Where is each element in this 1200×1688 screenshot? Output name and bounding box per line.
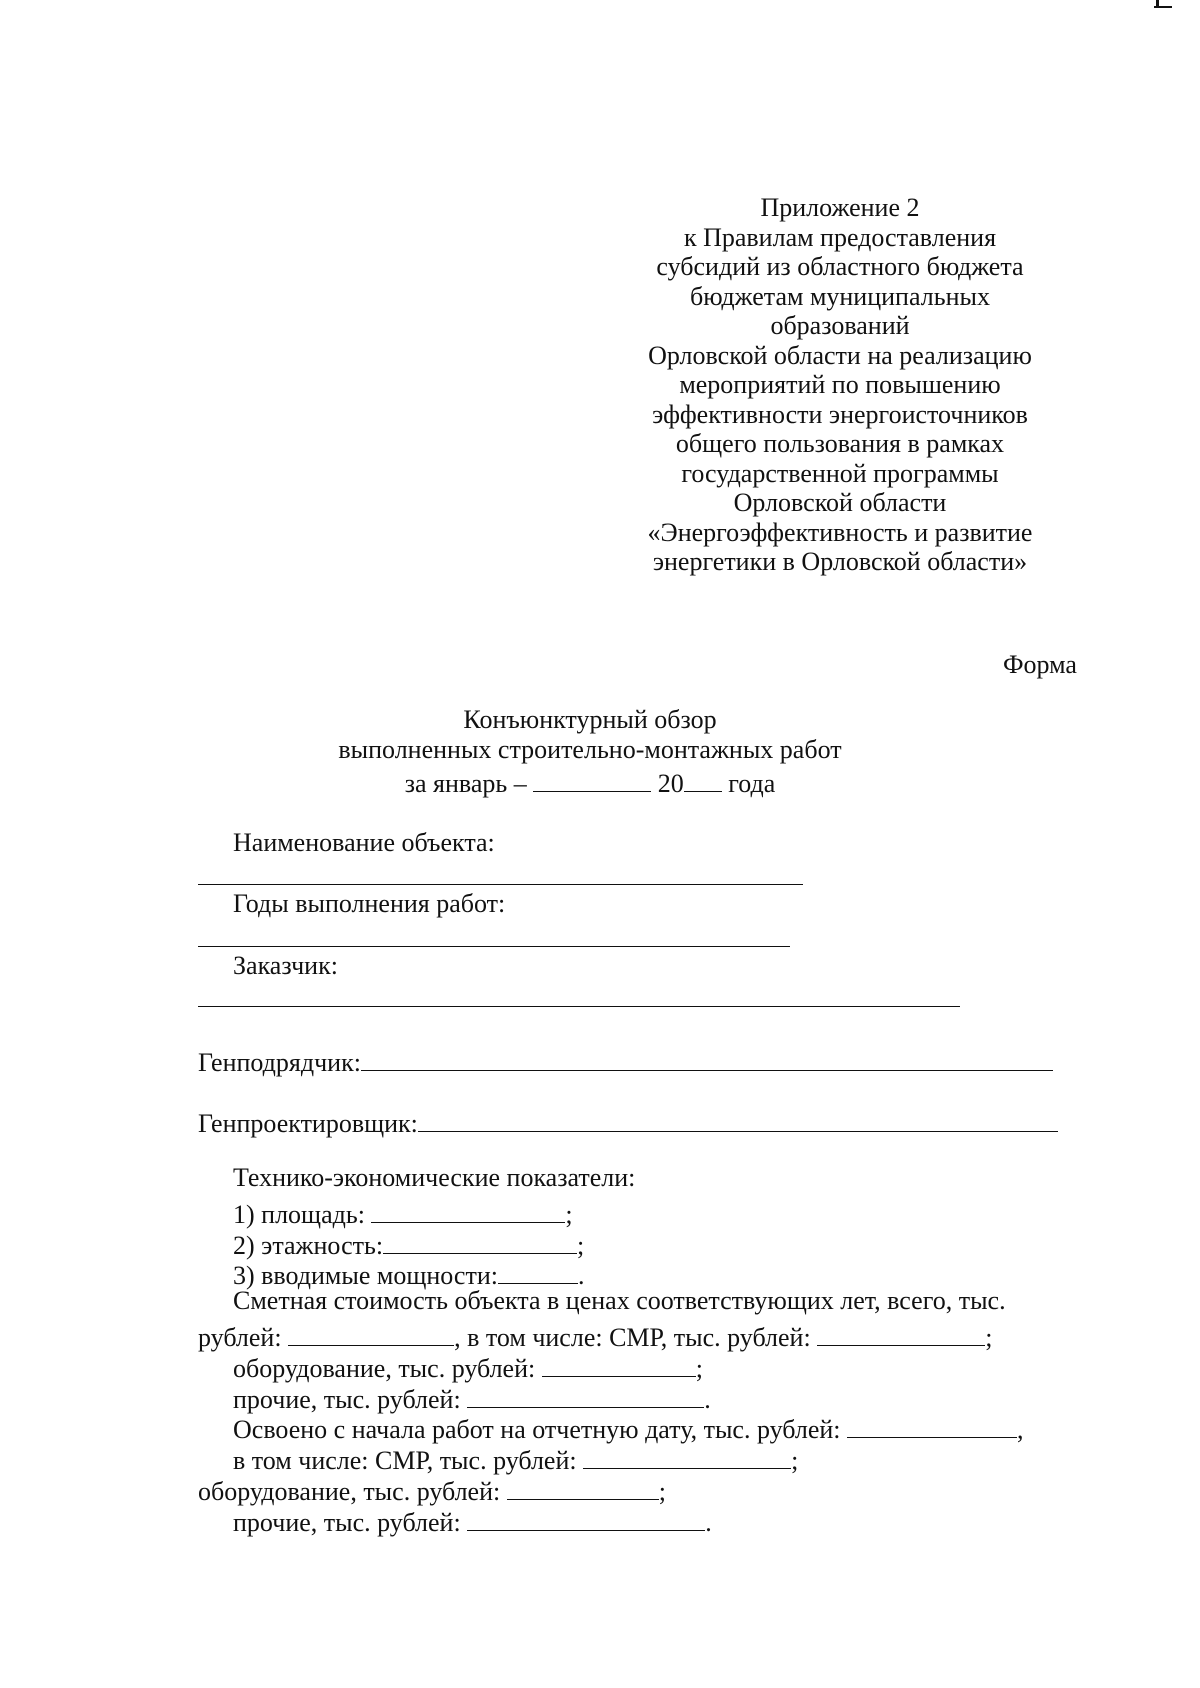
mastered-other-row: [233, 1504, 712, 1536]
mastered-line-1: [233, 1411, 1024, 1443]
floors-label: 2) этажность:: [233, 1231, 384, 1260]
years-label: Годы выполнения работ:: [233, 889, 506, 918]
form-label: Форма: [1003, 650, 1077, 679]
header-line: Орловской области: [733, 488, 947, 517]
estimate-total-label: рублей:: [198, 1323, 282, 1352]
mastered-smr-label: в том числе: СМР, тыс. рублей:: [233, 1446, 577, 1475]
object-name-label: Наименование объекта:: [233, 828, 495, 857]
header-line: «Энергоэффективность и развитие: [647, 517, 1033, 547]
general-contractor-blank[interactable]: [361, 1044, 1053, 1071]
mastered-other-blank[interactable]: [467, 1504, 705, 1531]
general-designer-row: [198, 1105, 1058, 1137]
customer-blank[interactable]: [198, 1006, 960, 1007]
punctuation: ;: [577, 1231, 585, 1260]
title-line-2: выполненных строительно-монтажных работ: [338, 735, 842, 764]
header-line: субсидий из областного бюджета: [656, 252, 1024, 281]
punctuation: ;: [565, 1200, 573, 1229]
title-year-prefix: 20: [657, 769, 684, 798]
estimate-line-2: [198, 1319, 992, 1351]
title-year-suffix: года: [728, 769, 776, 798]
punctuation: ,: [1017, 1415, 1024, 1444]
header-line: к Правилам предоставления: [683, 222, 997, 252]
punctuation: ;: [791, 1446, 799, 1475]
mastered-smr-row: [233, 1442, 798, 1474]
object-name-blank[interactable]: [198, 884, 803, 885]
customer-label: Заказчик:: [233, 951, 338, 980]
floors-blank[interactable]: [383, 1227, 577, 1254]
title-line-3: [300, 765, 880, 799]
mastered-other-label: прочие, тыс. рублей:: [233, 1508, 461, 1537]
mastered-total-blank[interactable]: [847, 1411, 1017, 1438]
header-line: Приложение 2: [760, 193, 920, 222]
estimate-total-blank[interactable]: [288, 1319, 454, 1346]
capacity-label: 3) вводимые мощности:: [233, 1261, 498, 1290]
corner-mark: [1154, 0, 1172, 8]
year-blank[interactable]: [684, 765, 722, 792]
years-blank[interactable]: [198, 946, 790, 947]
header-line: государственной программы: [681, 458, 999, 488]
estimate-smr-blank[interactable]: [817, 1319, 985, 1346]
mastered-equipment-label: оборудование, тыс. рублей:: [198, 1477, 501, 1506]
estimate-line-1: Сметная стоимость объекта в ценах соответствующих лет, всего, тыс.: [233, 1286, 1006, 1315]
capacity-blank[interactable]: [498, 1257, 578, 1284]
punctuation: ;: [658, 1477, 666, 1506]
general-designer-blank[interactable]: [418, 1105, 1058, 1132]
general-designer-label: Генпроектировщик:: [198, 1109, 418, 1138]
mastered-smr-blank[interactable]: [583, 1442, 791, 1469]
document-title: [300, 705, 880, 799]
mastered-equipment-row: [198, 1473, 666, 1505]
estimate-other-label: прочие, тыс. рублей:: [233, 1385, 461, 1414]
appendix-header: [600, 193, 1080, 577]
general-contractor-row: [198, 1044, 1053, 1076]
title-period-prefix: за январь –: [404, 769, 527, 798]
general-contractor-label: Генподрядчик:: [198, 1048, 361, 1077]
punctuation: .: [577, 1261, 585, 1290]
mastered-equipment-blank[interactable]: [507, 1473, 659, 1500]
estimate-equipment-row: [233, 1350, 703, 1382]
estimate-other-row: [233, 1381, 711, 1413]
header-line: Орловской области на реализацию: [648, 340, 1032, 370]
mastered-total-label: Освоено с начала работ на отчетную дату, тыс. рублей:: [233, 1415, 841, 1444]
header-line: бюджетам муниципальных: [690, 281, 990, 311]
indicators-heading: Технико-экономические показатели:: [233, 1163, 636, 1192]
header-line: энергетики в Орловской области»: [652, 547, 1028, 576]
punctuation: ;: [695, 1354, 703, 1383]
punctuation: .: [705, 1508, 712, 1537]
punctuation: ;: [985, 1323, 993, 1352]
capacity-row: [233, 1257, 584, 1289]
floors-row: [233, 1227, 584, 1259]
estimate-equipment-label: оборудование, тыс. рублей:: [233, 1354, 536, 1383]
header-line: эффективности энергоисточников: [652, 399, 1028, 429]
header-line: мероприятий по повышению: [679, 370, 1001, 399]
title-line-1: Конъюнктурный обзор: [463, 705, 717, 734]
header-line: общего пользования в рамках: [675, 429, 1005, 458]
punctuation: .: [704, 1385, 711, 1414]
estimate-equipment-blank[interactable]: [542, 1350, 696, 1377]
header-line: образований: [770, 311, 910, 340]
area-row: [233, 1196, 573, 1228]
estimate-smr-label: , в том числе: СМР, тыс. рублей:: [454, 1323, 811, 1352]
month-blank[interactable]: [533, 765, 651, 792]
area-blank[interactable]: [371, 1196, 565, 1223]
area-label: 1) площадь:: [233, 1200, 365, 1229]
estimate-other-blank[interactable]: [467, 1381, 704, 1408]
